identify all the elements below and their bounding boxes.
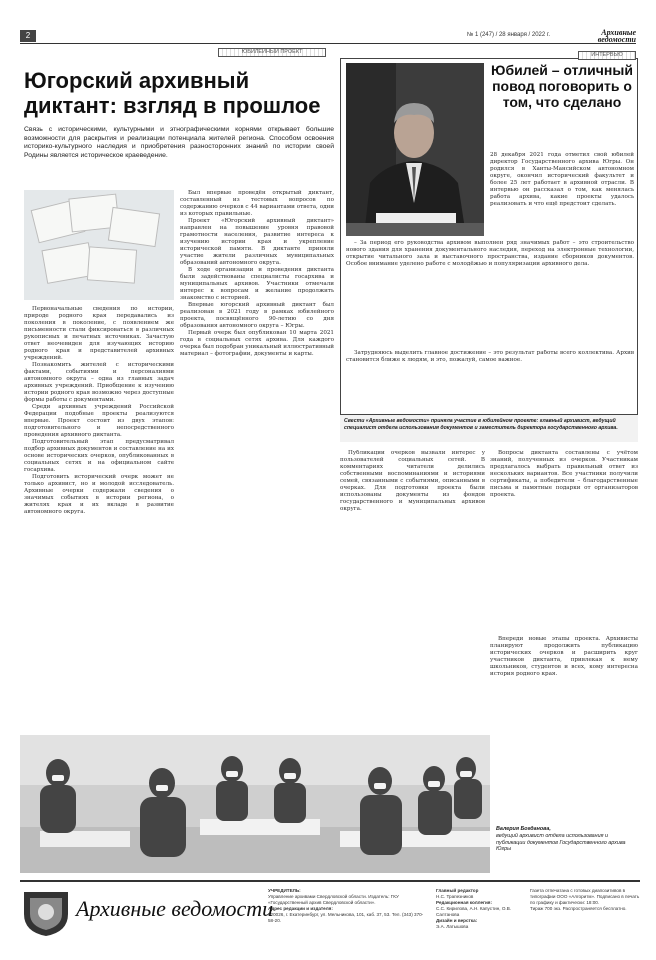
footer-logo (20, 888, 274, 938)
portrait-illustration (346, 63, 484, 236)
director-portrait (346, 63, 484, 236)
board-label: Редакционная коллегия: (436, 900, 492, 905)
board-names: С.С. Кирилова, А.Н. Капустин, О.В. Салтанова (436, 906, 512, 917)
print-text: Газета отпечатана с готовых диапозитивов в типографии ООО «Алгоритм». Подписано в печать по графику и фактически: 18:00. (530, 888, 640, 905)
editor-name: Н.С. Трапезников (436, 894, 474, 899)
paragraph: В ходе организации и проведения диктанта были задействованы специалисты госархива и муниципальных архивов. Участники отмечали интерес к вопросам и желание продолжить знакомство с историей. (180, 267, 334, 301)
footer-editorial (436, 888, 522, 930)
certificate-card (87, 246, 137, 283)
paragraph: Впервые югорский архивный диктант был реализован в 2021 году в рамках юбилейного проекта, посвящённого 90-летию со дня образования автономного округа – Югры. (180, 302, 334, 329)
page-footer (20, 880, 640, 950)
paragraph: Подготовительный этап предусматривал подбор архивных документов и составление на их основе исторических очерков, опубликованных в социальных сетях и на официальном сайте госархива. (24, 439, 174, 473)
designer-name: Э.А. Латышова (436, 924, 469, 929)
article-column-2 (180, 190, 334, 730)
founder-label: УЧРЕДИТЕЛЬ: (268, 888, 301, 893)
paragraph: Познакомить жителей с историческими фактами, событиями и персоналиями автономного округа – одна из главных задач архивных учреждений. Приобщение к изучению истории родного края возможно через доступные формы работы с документами. (24, 362, 174, 403)
left-rubric: ЮБИЛЕЙНЫЙ ПРОЕКТ (218, 48, 326, 57)
paragraph: Первоначальные сведения по истории, природе родного края передавались из поколения в поколение, с появлением же письменности стали фиксироваться в различных рукописных и печатных источниках. Зачастую ответ неочевиден для изучающих историю родного края и представителей архивных учреждений. (24, 306, 174, 361)
address-label: Адрес редакции и издателя: (268, 906, 333, 911)
issue-info: № 1 (247) / 28 января / 2022 г. (466, 32, 550, 38)
classroom-photo (20, 735, 490, 873)
interview-caption: Свести «Архивные ведомости» приняла участие в юбилейном проекте: главный архивист, ведущий специалист отдела использования документов и заместитель директора государственного архива. (340, 414, 638, 442)
paragraph: Среди архивных учреждений Российской Федерации подобные проекты реализуются впервые. Проект состоит из двух этапов: подготовительного и непосредственного проведения архивного диктанта. (24, 404, 174, 438)
certificate-card (108, 207, 160, 247)
interview-title: Юбилей – отличный повод поговорить о том, что сделано (491, 62, 633, 110)
paragraph: Подготовить исторический очерк может не только архивист, но и молодой исследователь. Архивные очерки содержали сведения о значимых событиях в истории региона, о жителях края и их вкладе в развитие автономного округа. (24, 474, 174, 515)
editor-label: Главный редактор (436, 888, 479, 893)
article-lead: Связь с историческими, культурными и этнографическими корнями открывает большие возможности для раскрытия и реализации потенциала жителей региона. Способом освоения историко-культурного наследия и приобретения разносторонних знаний по истории своей Родины является историческое краеведение. (24, 126, 334, 159)
header-logo (560, 29, 636, 43)
footer-logo-title: Архивные ведомости (76, 896, 274, 921)
article-title: Югорский архивный диктант: взгляд в прошлое (24, 68, 321, 118)
article-column-4: Вопросы диктанта составлены с учётом знаний, полученных из очерков. Участникам предлагалось выбрать правильный ответ из нескольких вариантов. Все участники получили сертификаты, а победители – благодарственные письма и памятные подарки от организаторов проекта. (490, 450, 638, 498)
author-signature (496, 826, 638, 853)
address-text: 620026, г. Екатеринбург, ул. Мельникова, 101, каб. 37, 53. Тел. (343) 370-58-20. (268, 912, 424, 923)
certificates-photo (24, 190, 174, 300)
interview-intro: 28 декабря 2021 года отметил свой юбилей директор Государственного архива Югры. Он родился в Ханты-Мансийском автономном округе, окончил исторический факультет и более 25 лет работает в архивной отрасли. В интервью он рассказал о том, как менялась работа архива, какие проекты удалось реализовать и что ещё предстоит сделать. (490, 152, 634, 207)
article-column-5: Впереди новые этапы проекта. Архивисты планируют продолжить публикацию исторических очерков и расширить круг участников диктанта, привлекая к нему школьников, студентов и всех, кому интересна история родного края. (490, 636, 638, 677)
paragraph: Первый очерк был опубликован 10 марта 2021 года в социальных сетях архива. Для каждого очерка был подобран уникальный иллюстративный материал – фотографии, документы и карты. (180, 330, 334, 357)
coat-of-arms-icon (20, 888, 72, 938)
article-column-3: Публикации очерков вызвали интерес у пользователей социальных сетей. В комментариях читатели делились собственными воспоминаниями и историями семей, связанными с событиями, описанными в очерках. Для подготовки проекта были использованы документы из фондов государственного и муниципальных архивов округа. (340, 450, 485, 512)
page-header (20, 30, 636, 44)
founder-text: Управление архивами Свердловской области. Издатель: ГКУ «Государственный архив Свердловской области». (268, 894, 399, 905)
classroom-illustration (20, 735, 490, 873)
author-name: Валерия Богданова, (496, 826, 551, 832)
article-column-1 (24, 306, 174, 730)
page-number: 2 (20, 30, 36, 42)
footer-founder (268, 888, 428, 924)
paragraph: Был впервые проведён открытый диктант, составленный из тестовых вопросов по содержанию очерков с 44 вариантами ответа, одни из которых правильные. (180, 190, 334, 217)
circulation-text: Тираж 700 экз. Распространяется бесплатно. (530, 906, 627, 911)
right-rubric: ИНТЕРВЬЮ (578, 51, 636, 60)
paragraph: Проект «Югорский архивный диктант» направлен на повышение уровня правовой грамотности населения, развитие интереса к изучению истории края и укрепление исторической памяти. В диктанте приняли участие жители различных муниципальных образований автономного округа. (180, 218, 334, 266)
footer-print-info (530, 888, 640, 912)
author-role: ведущий архивист отдела использования и публикации документов Государственного архива Югры (496, 832, 626, 853)
interview-body: – За период его руководства архивом выполнен ряд значимых работ – это строительство нового здания для хранения документального наследия, переход на электронные технологии, открытие читального зала и выставочного пространства, издание сборников документов. Особое внимание уделено работе с молодёжью и популяризации архивного дела. (346, 240, 634, 267)
interview-closing: Затрудняюсь выделить главное достижение – это результат работы всего коллектива. Архив становится ближе к людям, и это, пожалуй, самое важное. (346, 350, 634, 363)
designer-label: Дизайн и верстка: (436, 918, 478, 923)
header-logo-bottom: ведомости (597, 35, 636, 44)
header-logo-top: Архивные (601, 28, 636, 37)
